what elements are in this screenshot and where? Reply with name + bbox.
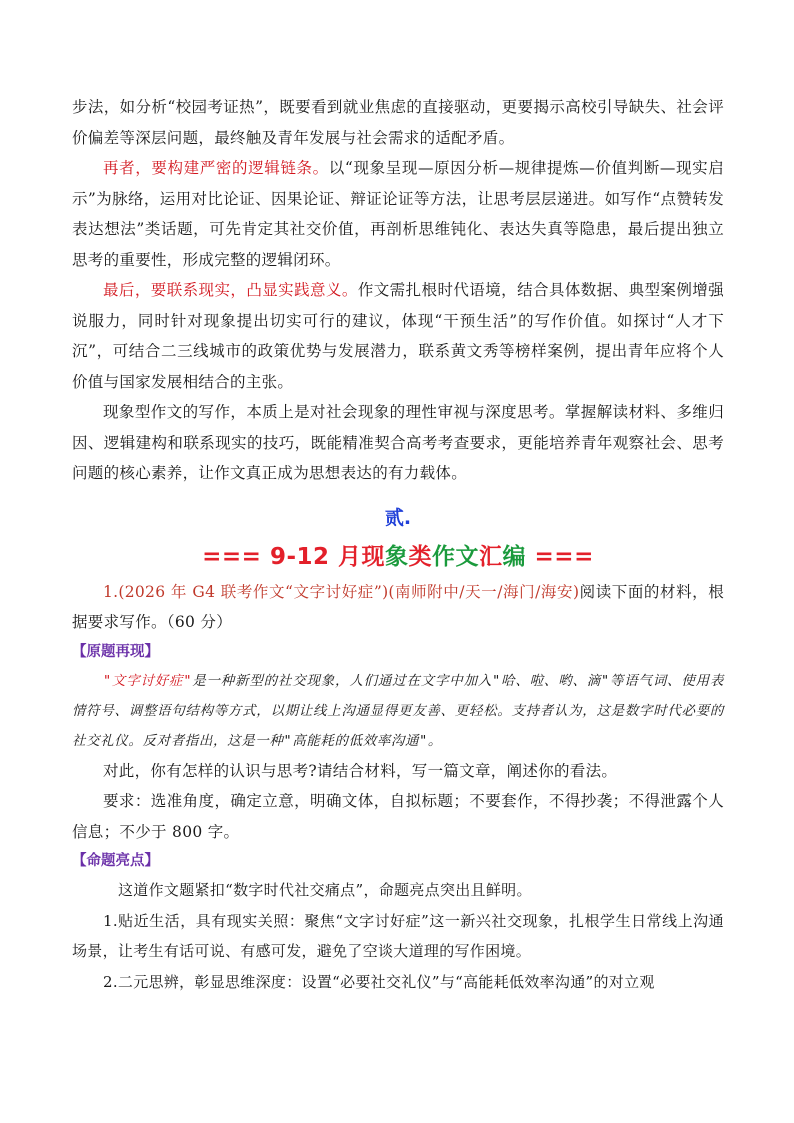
section-title	[72, 537, 724, 577]
question-heading	[72, 577, 724, 638]
question-source: 1.(2026 年 G4 联考作文“文字讨好症”)(南师附中/天一/海门/海安)	[103, 582, 580, 601]
paragraph-3	[72, 275, 724, 397]
section-label: 贰.	[384, 506, 412, 529]
paragraph-4: 现象型作文的写作，本质上是对社会现象的理性审视与深度思考。掌握解读材料、多维归因、逻辑建构和联系现实的技巧，既能精准契合高考考查要求，更能培养青年观察社会、思考问题的核心素养，让作文真正成为思想表达的有力载体。	[72, 403, 724, 482]
highlight-point-2: 2.二元思辨，彰显思维深度：设置“必要社交礼仪”与“高能耗低效率沟通”的对立观	[103, 972, 655, 991]
title-part-hui: 汇	[479, 543, 503, 570]
paragraph-2-text: 以“现象呈现—原因分析—规律提炼—价值判断—现实启示”为脉络，运用对比论证、因果论证、辩证论证等方法，让思考层层递进。如写作“点赞转发表达想法”类话题，可先肯定其社交价值，再剖析思维钝化、表达失真等隐患，最后提出独立思考的重要性，形成完整的逻辑闭环。	[72, 159, 724, 269]
paragraph-3-lead: 最后，要联系现实，凸显实践意义。	[103, 281, 358, 299]
title-part-lei: 类	[408, 543, 433, 570]
highlight-intro: 这道作文题紧扣“数字时代社交痛点”，命题亮点突出且鲜明。	[118, 881, 532, 899]
prompt-line: 对此，你有怎样的认识与思考?请结合材料，写一篇文章，阐述你的看法。	[103, 761, 618, 780]
paragraph-3-text: 作文需扎根时代语境，结合具体数据、典型案例增强说服力，同时针对现象提出切实可行的建议，体现“干预生活”的写作价值。如探讨“人才下沉”，可结合二三线城市的政策优势与发展潜力，联系黄文秀等榜样案例，提出青年应将个人价值与国家发展相结合的主张。	[72, 281, 724, 391]
requirement-text: 要求：选准角度，确定立意，明确文体，自拟标题；不要套作，不得抄袭；不得泄露个人信息；不少于 800 字。	[72, 792, 724, 841]
title-part-xian: 现	[361, 543, 386, 570]
material-body: 是一种新型的社交现象，人们通过在文字中加入"哈、啦、哟、滴"等语气词、使用表情符号、调整语句结构等方式，以期让线上沟通显得更友善、更轻松。支持者认为，这是数字时代必要的社交礼仪。反对者指出，这是一种"高能耗的低效率沟通"。	[72, 672, 724, 749]
paragraph-2	[72, 153, 724, 275]
title-part-xiang: 象	[385, 543, 409, 570]
material-text	[72, 666, 724, 756]
title-part-bian: 编	[502, 543, 527, 570]
page-content	[72, 92, 724, 997]
question-instruction: 阅读下面的材料，根据要求写作。（60 分）	[72, 582, 724, 631]
paragraph-2-lead: 再者，要构建严密的逻辑链条。	[103, 159, 329, 177]
title-part-zuowen: 作文	[432, 543, 480, 570]
title-part-left: === 9-12 月	[202, 543, 362, 570]
tag-original-question: 【原题再现】	[72, 643, 159, 660]
highlight-point-1: 1.贴近生活，具有现实关照：聚焦“文字讨好症”这一新兴社交现象，扎根学生日常线上沟通场景，让考生有话可说、有感可发，避免了空谈大道理的写作困境。	[72, 911, 724, 960]
material-term: "文字讨好症"	[103, 672, 193, 689]
title-part-right: ===	[526, 543, 594, 570]
tag-highlight: 【命题亮点】	[72, 853, 159, 869]
paragraph-1: 步法，如分析“校园考证热”，既要看到就业焦虑的直接驱动，更要揭示高校引导缺失、社会评价偏差等深层问题，最终触及青年发展与社会需求的适配矛盾。	[72, 98, 724, 147]
